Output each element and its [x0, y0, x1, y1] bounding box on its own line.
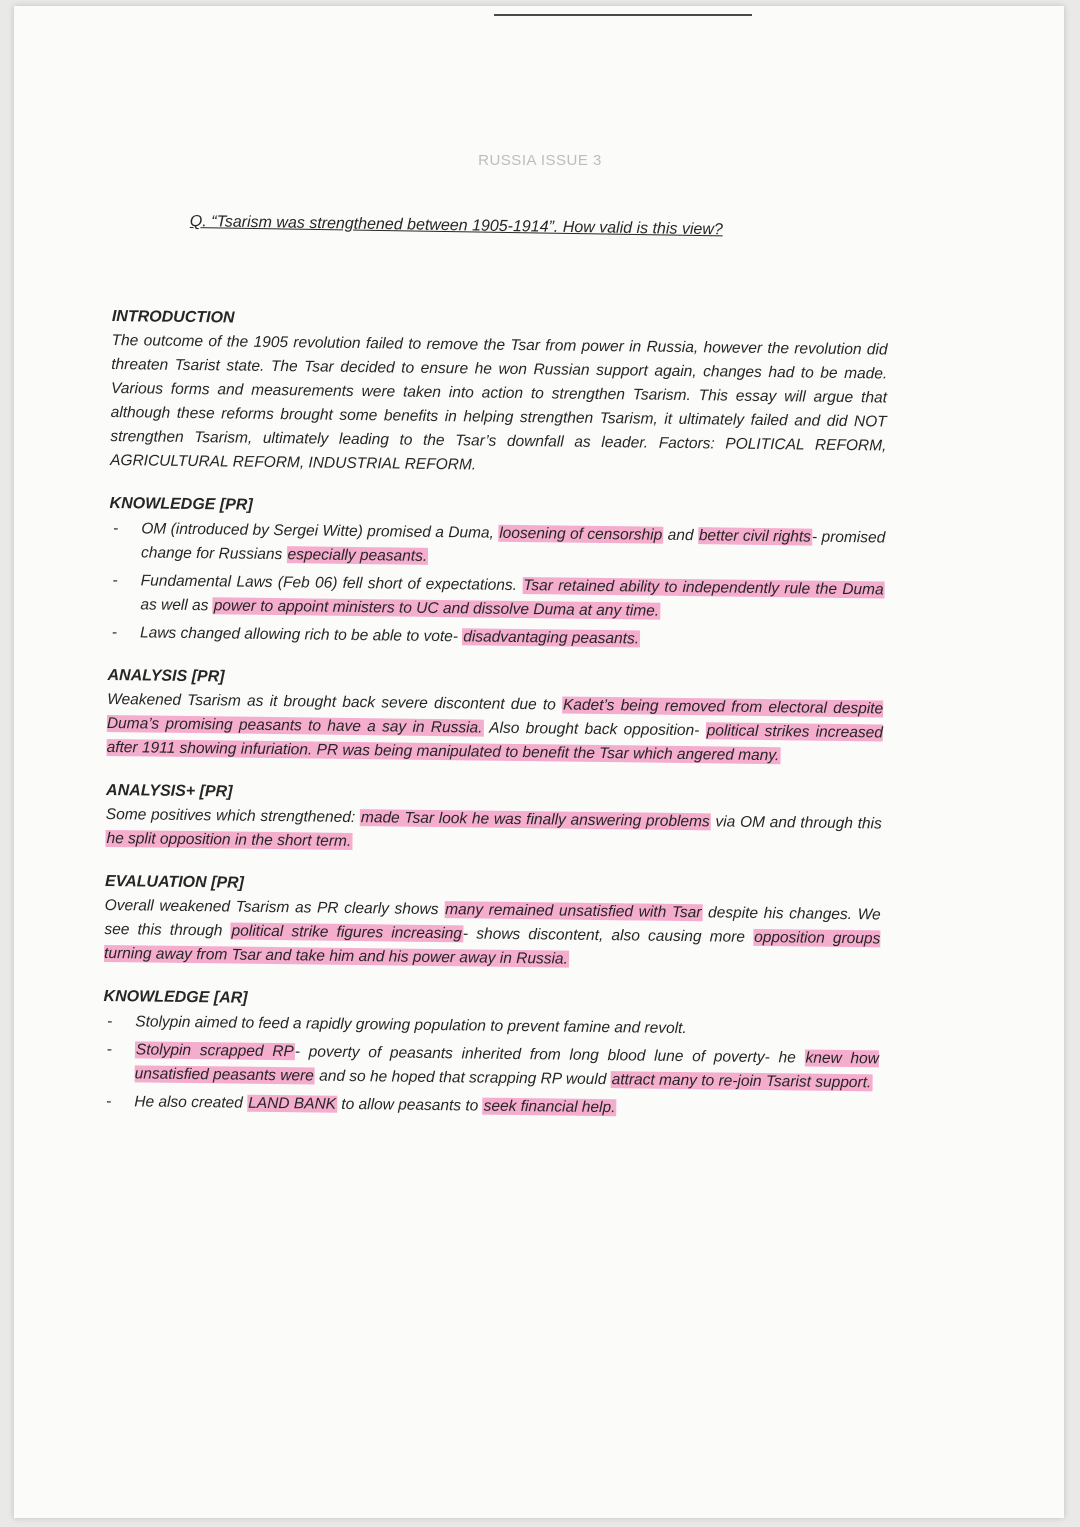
section-heading: ANALYSIS [PR]	[107, 666, 225, 686]
text-span: Fundamental Laws (Feb 06) fell short of expectations.	[140, 572, 523, 595]
text-span: and	[663, 526, 698, 545]
highlighted-text: LAND BANK	[248, 1094, 337, 1113]
highlighted-text: opposition groups turning away from Tsar and take him and his power away in Russia.	[104, 928, 881, 968]
highlighted-text: loosening of censorship	[499, 524, 663, 544]
bullet-list	[102, 1010, 879, 1123]
bullet-list	[108, 517, 886, 654]
highlighted-text: made Tsar look he was finally answering problems	[360, 809, 710, 831]
text-span: He also created	[134, 1093, 248, 1112]
highlighted-text: knew how unsatisfied peasants were	[134, 1049, 879, 1085]
text-span: as well as	[140, 596, 213, 615]
highlighted-text: seek financial help.	[483, 1097, 616, 1117]
highlighted-text: he split opposition in the short term.	[106, 829, 352, 850]
text-span: Laws changed allowing rich to be able to vote-	[139, 624, 463, 646]
section-introduction	[110, 308, 888, 482]
list-item	[109, 517, 886, 574]
highlighted-text: many remained unsatisfied with Tsar	[445, 901, 702, 922]
list-item	[108, 569, 885, 626]
text-span: to allow peasants to	[336, 1095, 483, 1115]
highlighted-text: political strike figures increasing	[231, 922, 463, 943]
highlighted-text: especially peasants.	[287, 546, 428, 565]
section-heading: ANALYSIS+ [PR]	[106, 781, 233, 801]
section-heading: INTRODUCTION	[111, 308, 235, 327]
section-heading: KNOWLEDGE [PR]	[109, 494, 253, 514]
text-span: via OM and through this	[710, 813, 882, 833]
text-span: and so he hoped that scrapping RP would	[314, 1067, 611, 1089]
highlighted-text: better civil rights	[698, 527, 812, 546]
list-item	[102, 1038, 879, 1095]
text-span: Overall weakened Tsarism as PR clearly shows	[104, 896, 445, 919]
highlighted-text: political strikes increased after 1911 showing infuriation. PR was being manipulated to benefit the Tsar which angered many.	[106, 722, 883, 765]
section-knowledge-pr	[108, 495, 886, 654]
text-span: OM (introduced by Sergei Witte) promised a Duma,	[141, 520, 499, 542]
section-paragraph	[110, 329, 888, 482]
text-span: The outcome of the 1905 revolution failed to remove the Tsar from power in Russia, however the revolution did threaten Tsarist state. The Tsar decided to ensure he won Russian support again, changes had to be made. Various forms and measurements were taken into action to strengthen Tsarism. This essay will argue that although these reforms brought some benefits in helping strengthen Tsarism, it ultimately failed and did NOT strengthen Tsarism, ultimately leading to the Tsar’s downfall as leader. Factors: POLITICAL REFORM, AGRICULTURAL REFORM, INDUSTRIAL REFORM.	[110, 331, 888, 474]
text-span: Stolypin aimed to feed a rapidly growing population to prevent famine and revolt.	[135, 1013, 687, 1038]
essay-question: Q. “Tsarism was strengthened between 1905-1914”. How valid is this view?	[189, 213, 723, 239]
highlighted-text: Kadet’s being removed from electoral despite Duma’s promising peasants to have a say in Russia.	[106, 696, 884, 737]
section-heading: EVALUATION [PR]	[104, 872, 245, 892]
section-evaluation-pr	[104, 873, 881, 975]
section-paragraph	[106, 688, 883, 769]
highlighted-text: disadvantaging peasants.	[463, 628, 640, 648]
section-analysis-pr	[106, 667, 883, 769]
text-span: Weakened Tsarism as it brought back severe discontent due to	[107, 690, 563, 714]
document-header: RUSSIA ISSUE 3	[478, 152, 602, 169]
text-span: - promised change for Russians	[140, 528, 886, 564]
list-item	[108, 621, 884, 654]
text-span: Also brought back opposition-	[483, 719, 706, 740]
highlighted-text: attract many to re-join Tsarist support.	[611, 1071, 872, 1092]
text-span: - shows discontent, also causing more	[462, 925, 754, 946]
text-span: - poverty of peasants inherited from long blood lune of poverty- he	[294, 1043, 805, 1067]
list-item	[102, 1090, 878, 1123]
text-span: despite his changes. We see this through	[104, 904, 881, 940]
section-knowledge-ar	[102, 988, 879, 1123]
essay-body	[102, 308, 888, 1145]
highlighted-text: Stolypin scrapped RP	[135, 1041, 294, 1061]
highlighted-text: power to appoint ministers to UC and dissolve Duma at any time.	[213, 597, 660, 620]
section-heading: KNOWLEDGE [AR]	[103, 987, 248, 1007]
text-span: Some positives which strengthened:	[105, 805, 361, 827]
top-edge-line	[494, 14, 752, 16]
section-paragraph	[105, 803, 882, 860]
section-analysis-pr	[105, 782, 882, 860]
section-paragraph	[104, 894, 881, 975]
highlighted-text: Tsar retained ability to independently rule the Duma	[523, 577, 884, 599]
